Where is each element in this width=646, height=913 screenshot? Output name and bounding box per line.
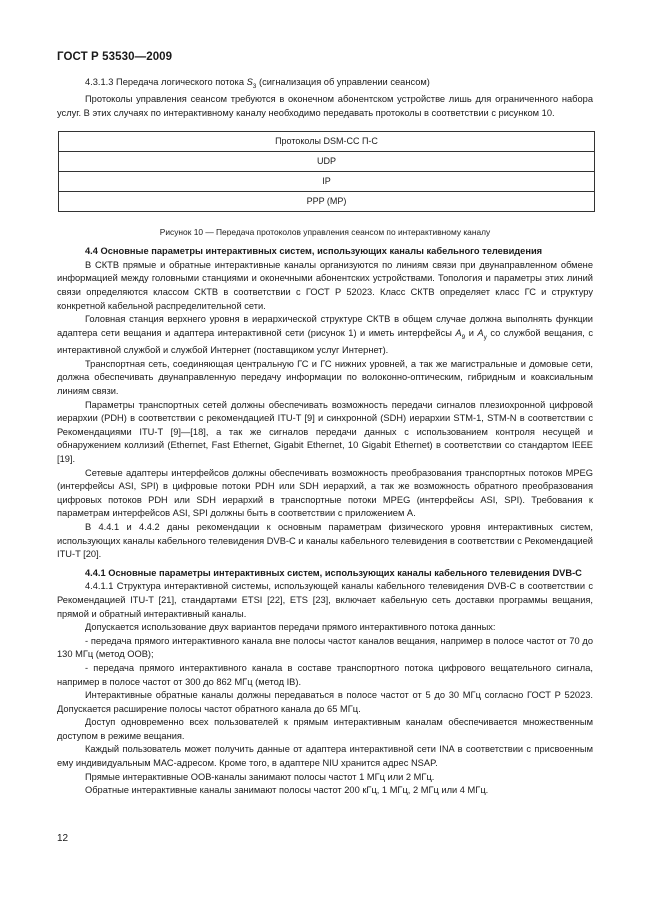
protocol-stack-figure xyxy=(58,131,595,212)
protocol-layer-dsmcc: Протоколы DSM-CC П-С xyxy=(59,132,594,152)
page-content xyxy=(57,76,593,798)
paragraph: 4.4.1.1 Структура интерактивной системы, использующей каналы кабельного телевидения DVB-C в соответствии с Рекомендацией ITU-T [21], стандартами ETSI [22], ETS [23], включает кабельную сеть доставки программы вещания, прямой и обратный интерактивный каналы. xyxy=(57,581,593,619)
paragraph: Допускается использование двух вариантов передачи прямого интерактивного потока данных: xyxy=(85,622,496,633)
paragraph: Доступ одновременно всех пользователей к прямым интерактивным каналам обеспечивается множественным доступом в режиме вещания. xyxy=(57,717,593,741)
standard-header: ГОСТ Р 53530—2009 xyxy=(57,51,173,63)
paragraph: Прямые интерактивные OOB-каналы занимают полосы частот 1 МГц или 2 МГц. xyxy=(85,771,435,782)
section-heading-4-4-1: 4.4.1 Основные параметры интерактивных систем, использующих каналы кабельного телевидения DVB-C xyxy=(85,567,582,578)
paragraph: Параметры транспортных сетей должны обеспечивать возможность передачи сигналов плезиохронной цифровой иерархии (PDH) в соответствии с рекомендацией ITU-T [9] и синхронной (SDH) иерархии STM-1, STM-N в соответствии с Рекомендациями ITU-T [9]—[18], а так же сигналов передачи данных с использованием контроля несущей и обнаружением коллизий (Ethernet, Fast Ethernet, Gigabit Ethernet, 10 Gigabit Ethernet) в соответствии со стандартом IEEE [19]. xyxy=(57,399,593,464)
paragraph: Головная станция верхнего уровня в иерархической структуре СКТВ в общем случае должна выполнять функции адаптера сети вещания и адаптера интерактивной сети (рисунок 1) и иметь интерфейсы $A_9$ и $A_y$ со службой вещания, с интерактивной службой и службой Интернет (поставщиком услуг Интернет). xyxy=(57,314,593,356)
figure-caption: Рисунок 10 — Передача протоколов управления сеансом по интерактивному каналу xyxy=(159,226,491,237)
list-item: - передача прямого интерактивного канала в составе транспортного потока цифрового вещательного сигнала, например в полосе частот от 300 до 862 МГц (метод IB). xyxy=(57,662,593,687)
protocol-layer-ppp: PPP (MP) xyxy=(306,195,347,206)
paragraph: Транспортная сеть, соединяющая центральную ГС и ГС нижних уровней, а так же магистральные и домовые сети, должна обеспечивать двунаправленную передачу информации по волоконно-оптическим, гибридным и коаксиальным линиям связи. xyxy=(57,358,593,397)
paragraph: Каждый пользователь может получить данные от адаптера интерактивной сети INA в соответствии с присвоенным ему индивидуальным МАС-адресом. Кроме того, в адаптере NIU хранится адрес NSAP. xyxy=(57,744,593,769)
protocol-layer-ip: IP xyxy=(59,172,594,192)
list-item: - передача прямого интерактивного канала вне полосы частот каналов вещания, например в полосе частот от 70 до 130 МГц (метод OOB); xyxy=(57,635,593,660)
paragraph: Сетевые адаптеры интерфейсов должны обеспечивать возможность преобразования транспортных потоков MPEG (интерфейсы ASI, SPI) в цифровые потоки PDH или SDH иерархий, а так же возможность обратного преобразования цифровых потоков PDH или SDH иерархий в транспортные потоки MPEG (интерфейсы ASI, SPI). Требования к параметрам интерфейсов ASI, SPI должны быть в соответствии с приложением А. xyxy=(57,467,593,519)
paragraph: Обратные интерактивные каналы занимают полосы частот 200 кГц, 1 МГц, 2 МГц или 4 МГц. xyxy=(85,785,489,796)
paragraph: Интерактивные обратные каналы должны передаваться в полосе частот от 5 до 30 МГц согласно ГОСТ Р 52023. Допускается расширение полосы частот обратного канала до 65 МГц. xyxy=(57,690,593,714)
protocol-layer-udp: UDP xyxy=(59,152,594,172)
section-heading-4-4: 4.4 Основные параметры интерактивных систем, использующих каналы кабельного телевидения xyxy=(85,246,543,257)
subsection-title-4-3-1-3: 4.3.1.3 Передача логического потока $S_3$ (сигнализация об управлении сеансом) xyxy=(85,77,430,90)
paragraph: Протоколы управления сеансом требуются в оконечном абонентском устройстве лишь для ограниченного набора услуг. В этих случаях по интерактивному каналу необходимо передавать протоколы в соответствии с рисунком 10. xyxy=(57,94,593,119)
page-number: 12 xyxy=(57,833,69,844)
paragraph: В 4.4.1 и 4.4.2 даны рекомендации к основным параметрам физического уровня интерактивных систем, использующих каналы кабельного телевидения DVB-C и каналы кабельного телевидения в соответствии с Рекомендацией ITU-T [20]. xyxy=(57,521,593,560)
paragraph: В СКТВ прямые и обратные интерактивные каналы организуются по линиям связи при двунаправленном обмене информацией между головными станциями и оконечными абонентских устройствами. Топология и параметры этих линий связи определяются классом СКТВ в соответствии с ГОСТ Р 52023. Класс СКТВ определяет класс ГС и структуру конкретной кабельной распределительной сети. xyxy=(57,259,593,311)
